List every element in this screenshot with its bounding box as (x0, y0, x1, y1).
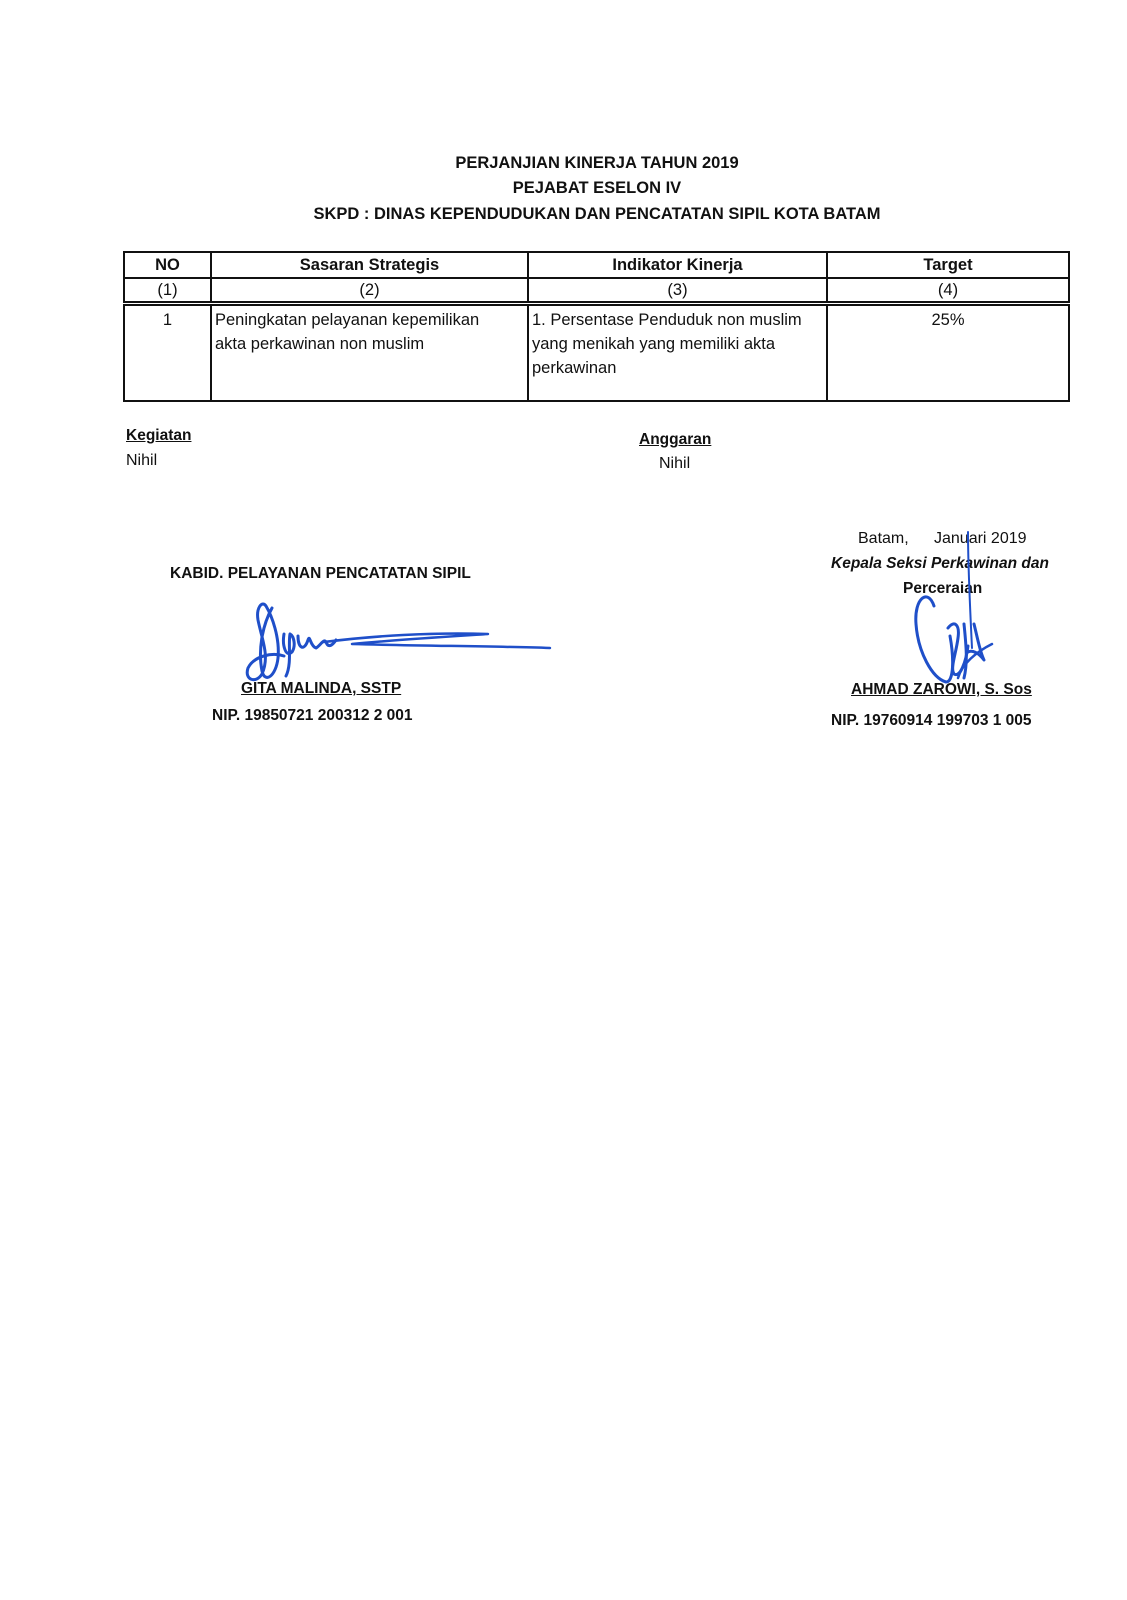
signature-left (232, 596, 557, 691)
indikator-line: yang menikah yang memiliki akta (532, 335, 776, 353)
right-signatory-name: AHMAD ZAROWI, S. Sos (851, 681, 1032, 698)
table-numbering-row (124, 278, 1069, 304)
table-row (124, 304, 1069, 402)
signing-place: Batam, (858, 530, 909, 547)
performance-table (123, 251, 1070, 402)
signing-date: Januari 2019 (934, 530, 1027, 547)
indikator-line: perkawinan (532, 359, 617, 377)
numbering-cell: (3) (528, 278, 827, 304)
numbering-cell: (2) (211, 278, 528, 304)
anggaran-label: Anggaran (639, 431, 712, 448)
left-signatory-name: GITA MALINDA, SSTP (241, 680, 402, 697)
document-title: PERJANJIAN KINERJA TAHUN 2019 (455, 154, 739, 172)
right-signatory-nip: NIP. 19760914 199703 1 005 (831, 712, 1032, 729)
sasaran-cell (211, 304, 528, 402)
numbering-cell: (1) (124, 278, 211, 304)
left-signatory-nip: NIP. 19850721 200312 2 001 (212, 707, 413, 724)
indikator-cell (528, 304, 827, 402)
document-subtitle: PEJABAT ESELON IV (512, 179, 682, 197)
anggaran-value: Nihil (659, 455, 691, 472)
header-target: Target (827, 252, 1069, 278)
kegiatan-value: Nihil (126, 452, 158, 469)
numbering-cell: (4) (827, 278, 1069, 304)
right-position-line1: Kepala Seksi Perkawinan dan (831, 555, 1049, 572)
table-header-row (124, 252, 1069, 278)
document-skpd-line: SKPD : DINAS KEPENDUDUKAN DAN PENCATATAN SIPIL KOTA BATAM (313, 205, 881, 223)
left-position: KABID. PELAYANAN PENCATATAN SIPIL (170, 565, 471, 582)
sasaran-line: Peningkatan pelayanan kepemilikan (215, 311, 480, 329)
header-no: NO (124, 252, 211, 278)
kegiatan-label: Kegiatan (126, 427, 192, 444)
sasaran-line: akta perkawinan non muslim (215, 335, 425, 353)
right-position-line2: Perceraian (903, 580, 983, 597)
indikator-line: 1. Persentase Penduduk non muslim (532, 311, 802, 329)
header-indikator-kinerja: Indikator Kinerja (528, 252, 827, 278)
target-cell: 25% (827, 304, 1069, 402)
row-number: 1 (124, 304, 211, 402)
header-sasaran-strategis: Sasaran Strategis (211, 252, 528, 278)
signature-right (898, 528, 1003, 696)
